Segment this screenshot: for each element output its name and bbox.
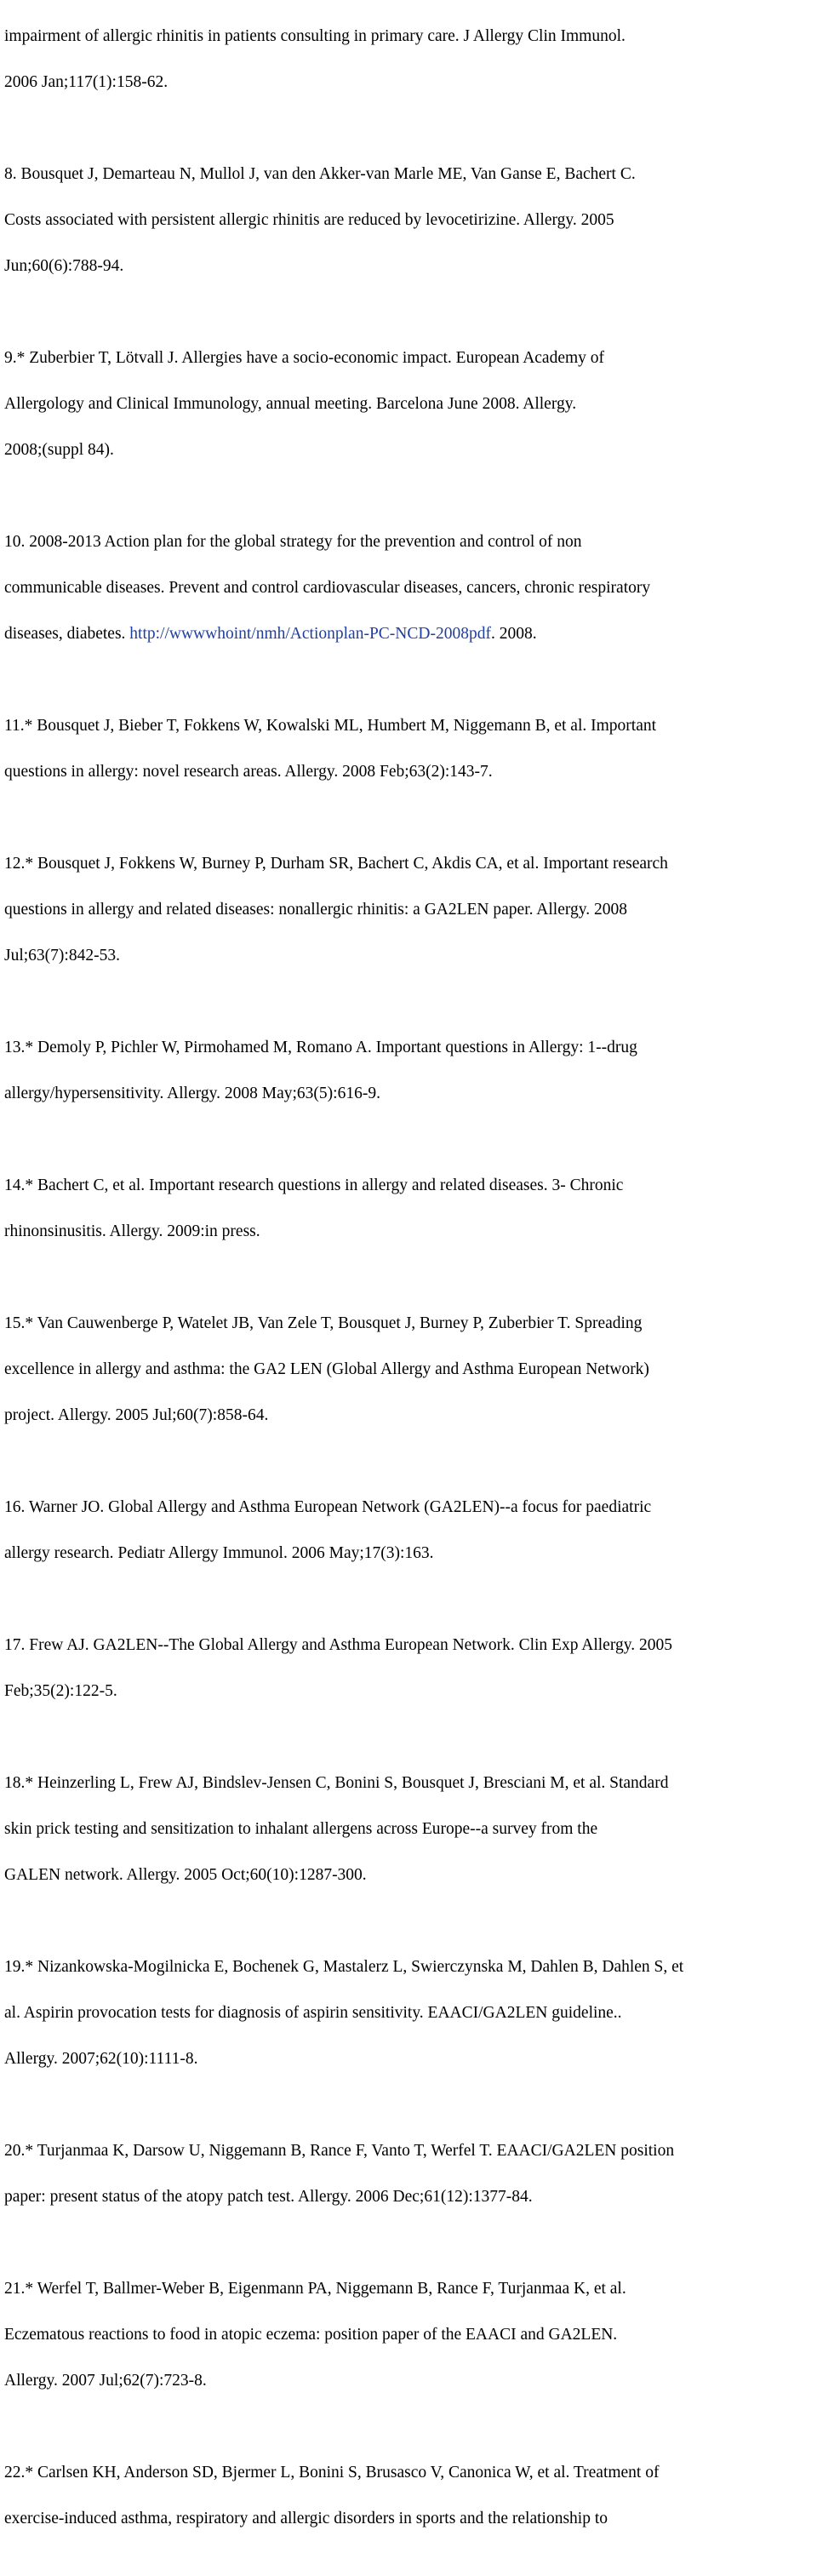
ref-line: 16. Warner JO. Global Allergy and Asthma European Network (GA2LEN)--a focus for paediatric: [4, 1498, 652, 1516]
ref-line: questions in allergy and related diseases: nonallergic rhinitis: a GA2LEN paper. Allergy. 2008: [4, 901, 627, 919]
ref-line: 20.* Turjanmaa K, Darsow U, Niggemann B, Rance F, Vanto T, Werfel T. EAACI/GA2LEN position: [4, 2142, 675, 2160]
ref-line: 22.* Carlsen KH, Anderson SD, Bjermer L, Bonini S, Brusasco V, Canonica W, et al. Treatment of: [4, 2464, 660, 2482]
ref-line: allergy/hypersensitivity. Allergy. 2008 May;63(5):616-9.: [4, 1085, 380, 1102]
reference-item-15: [4, 1289, 814, 1450]
ref-line: 13.* Demoly P, Pichler W, Pirmohamed M, Romano A. Important questions in Allergy: 1--drug: [4, 1039, 637, 1056]
ref-line: 12.* Bousquet J, Fokkens W, Burney P, Durham SR, Bachert C, Akdis CA, et al. Important research: [4, 855, 668, 873]
ref-line: paper: present status of the atopy patch test. Allergy. 2006 Dec;61(12):1377-84.: [4, 2188, 533, 2206]
ref-line: skin prick testing and sensitization to inhalant allergens across Europe--a survey from the: [4, 1820, 598, 1838]
reference-item-12: [4, 829, 814, 990]
ref-line: 8. Bousquet J, Demarteau N, Mullol J, van den Akker-van Marle ME, Van Ganse E, Bachert C.: [4, 165, 636, 183]
ref-line: impairment of allergic rhinitis in patients consulting in primary care. J Allergy Clin Immunol.: [4, 27, 626, 45]
ref-line: Eczematous reactions to food in atopic eczema: position paper of the EAACI and GA2LEN.: [4, 2326, 618, 2344]
ref-line: communicable diseases. Prevent and control cardiovascular diseases, cancers, chronic respiratory: [4, 579, 651, 597]
reference-item-16: [4, 1473, 814, 1588]
ref-line: GALEN network. Allergy. 2005 Oct;60(10):1287-300.: [4, 1866, 367, 1884]
ref-line: excellence in allergy and asthma: the GA2 LEN (Global Allergy and Asthma European Network): [4, 1360, 649, 1378]
ref-line: 19.* Nizankowska-Mogilnicka E, Bochenek G, Mastalerz L, Swierczynska M, Dahlen B, Dahlen S, et: [4, 1958, 684, 1976]
ref-line: Allergy. 2007 Jul;62(7):723-8.: [4, 2372, 207, 2390]
reference-item-14: [4, 1151, 814, 1266]
reference-item-20: [4, 2116, 814, 2231]
action-plan-link[interactable]: http://wwwwhoint/nmh/Actionplan-PC-NCD-2008pdf: [129, 625, 491, 643]
ref-line: exercise-induced asthma, respiratory and allergic disorders in sports and the relationship to: [4, 2510, 608, 2527]
ref-line: questions in allergy: novel research areas. Allergy. 2008 Feb;63(2):143-7.: [4, 763, 493, 781]
ref-line: rhinonsinusitis. Allergy. 2009:in press.: [4, 1222, 260, 1240]
reference-item-21: [4, 2254, 814, 2415]
ref-line: 15.* Van Cauwenberge P, Watelet JB, Van Zele T, Bousquet J, Burney P, Zuberbier T. Spreading: [4, 1314, 643, 1332]
reference-item-8: [4, 140, 814, 301]
ref-text: diseases, diabetes.: [4, 625, 130, 643]
ref-line: Costs associated with persistent allergic rhinitis are reduced by levocetirizine. Allergy. 2005: [4, 211, 614, 229]
ref-line: project. Allergy. 2005 Jul;60(7):858-64.: [4, 1406, 269, 1424]
ref-line: 17. Frew AJ. GA2LEN--The Global Allergy and Asthma European Network. Clin Exp Allergy. 2005: [4, 1636, 672, 1654]
ref-line: 18.* Heinzerling L, Frew AJ, Bindslev-Jensen C, Bonini S, Bousquet J, Bresciani M, et al. Standard: [4, 1774, 669, 1792]
ref-line: 14.* Bachert C, et al. Important research questions in allergy and related diseases. 3- Chronic: [4, 1176, 624, 1194]
ref-line: Jun;60(6):788-94.: [4, 257, 124, 275]
reference-item-18: [4, 1749, 814, 1909]
ref-line: Jul;63(7):842-53.: [4, 947, 120, 965]
reference-item-13: [4, 1013, 814, 1128]
ref-line: Allergy. 2007;62(10):1111-8.: [4, 2050, 198, 2068]
reference-item-22: [4, 2438, 814, 2553]
ref-line-with-link: [4, 622, 814, 645]
ref-line: Allergology and Clinical Immunology, annual meeting. Barcelona June 2008. Allergy.: [4, 395, 577, 413]
reference-item-9: [4, 323, 814, 484]
reference-item-11: [4, 691, 814, 806]
ref-line: Feb;35(2):122-5.: [4, 1682, 117, 1700]
ref-line: 10. 2008-2013 Action plan for the global strategy for the prevention and control of non: [4, 533, 582, 551]
ref-line: al. Aspirin provocation tests for diagnosis of aspirin sensitivity. EAACI/GA2LEN guideline..: [4, 2004, 622, 2022]
reference-item-19: [4, 1932, 814, 2093]
reference-item-7-continued: [4, 2, 814, 117]
ref-text: . 2008.: [490, 625, 537, 643]
ref-line: 9.* Zuberbier T, Lötvall J. Allergies have a socio-economic impact. European Academy of: [4, 349, 605, 367]
ref-line: 21.* Werfel T, Ballmer-Weber B, Eigenmann PA, Niggemann B, Rance F, Turjanmaa K, et al.: [4, 2280, 626, 2298]
ref-line: allergy research. Pediatr Allergy Immunol. 2006 May;17(3):163.: [4, 1544, 434, 1562]
reference-item-17: [4, 1611, 814, 1726]
reference-item-10: [4, 507, 814, 668]
ref-line: 2006 Jan;117(1):158-62.: [4, 73, 169, 91]
ref-line: 2008;(suppl 84).: [4, 441, 114, 459]
ref-line: 11.* Bousquet J, Bieber T, Fokkens W, Kowalski ML, Humbert M, Niggemann B, et al. Important: [4, 717, 657, 735]
reference-list: [4, 0, 814, 2576]
